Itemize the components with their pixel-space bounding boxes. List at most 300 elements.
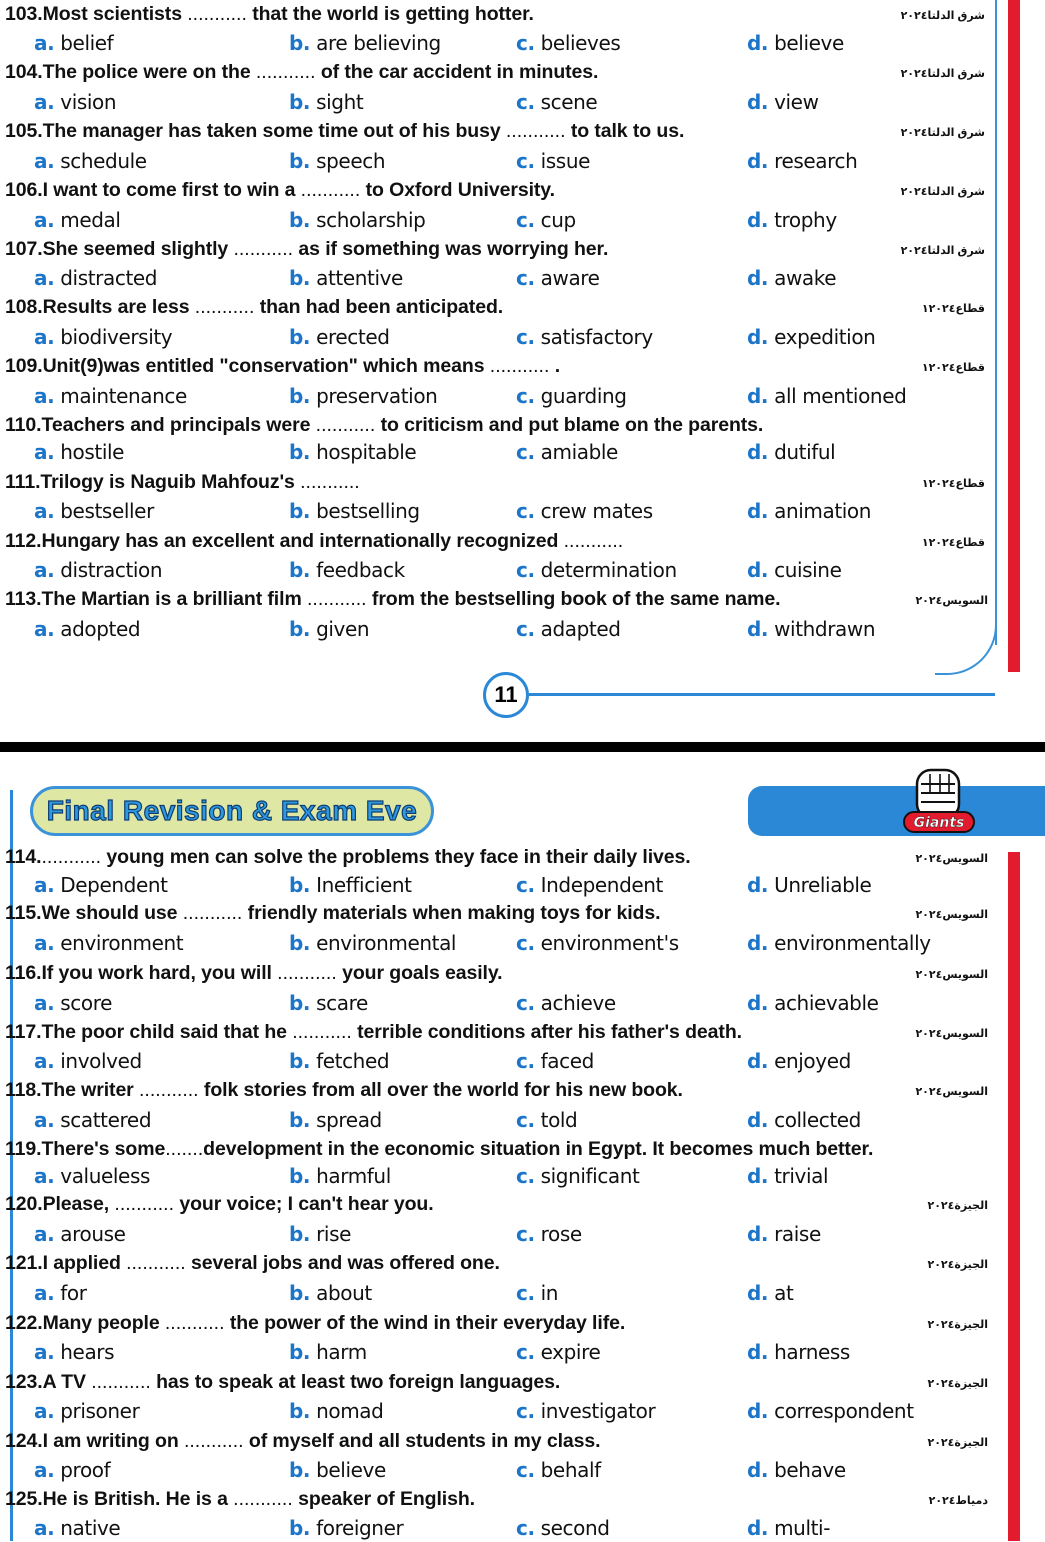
question-number: 120. (5, 1193, 43, 1215)
option-text: Independent (540, 873, 663, 897)
question-124 (5, 1430, 600, 1453)
question-text: The Martian is a brilliant film (41, 588, 307, 610)
question-text: Unit(9)was entitled "conservation" which means (42, 355, 490, 377)
options-row (0, 31, 1000, 57)
option-a[interactable] (34, 1340, 114, 1364)
option-text: cuisine (774, 558, 842, 582)
option-letter: a. (34, 266, 55, 290)
section-title: Final Revision & Exam Eve (46, 795, 418, 826)
options-row (0, 1281, 1000, 1307)
option-d[interactable] (747, 1108, 861, 1132)
answer-blank: ........... (233, 1488, 293, 1510)
option-letter: c. (516, 991, 535, 1015)
option-text: research (774, 149, 858, 173)
option-b[interactable] (289, 1164, 391, 1188)
source-tag: السويس٢٠٢٤ (915, 969, 988, 981)
option-b[interactable] (289, 1458, 386, 1482)
option-letter: d. (747, 617, 769, 641)
question-115 (5, 902, 660, 925)
option-letter: a. (34, 873, 55, 897)
option-text: maintenance (60, 384, 187, 408)
question-text-end: of myself and all students in my class. (243, 1430, 601, 1452)
option-text: environment's (540, 931, 679, 955)
red-edge-strip-bottom (1008, 852, 1020, 1541)
option-c[interactable] (516, 1281, 558, 1305)
option-d[interactable] (747, 499, 871, 523)
question-number: 124. (5, 1430, 43, 1452)
question-108 (5, 296, 503, 319)
option-d[interactable] (747, 617, 875, 641)
option-d[interactable] (747, 325, 875, 349)
option-a[interactable] (34, 617, 140, 641)
option-letter: c. (516, 499, 535, 523)
option-letter: c. (516, 617, 535, 641)
question-118 (5, 1079, 683, 1102)
source-tag: السويس٢٠٢٤ (915, 595, 988, 607)
option-text: view (774, 90, 819, 114)
option-letter: b. (289, 325, 311, 349)
question-number: 114. (5, 846, 42, 868)
page-number: 11 (483, 672, 529, 718)
option-text: attentive (316, 266, 403, 290)
option-a[interactable] (34, 384, 187, 408)
section-header-pill (30, 786, 434, 836)
option-d[interactable] (747, 1399, 914, 1423)
option-text: hostile (60, 440, 125, 464)
question-number: 107. (5, 238, 43, 260)
option-a[interactable] (34, 1164, 150, 1188)
options-row (0, 499, 1000, 525)
option-letter: b. (289, 90, 311, 114)
option-text: Dependent (60, 873, 168, 897)
option-letter: d. (747, 991, 769, 1015)
option-a[interactable] (34, 1108, 151, 1132)
option-c[interactable] (516, 266, 600, 290)
option-text: belief (60, 31, 114, 55)
question-number: 116. (5, 962, 42, 984)
question-number: 113. (5, 588, 42, 610)
option-text: distracted (60, 266, 158, 290)
question-text-end: as if something was worrying her. (293, 238, 609, 260)
option-letter: c. (516, 1340, 535, 1364)
question-number: 106. (5, 179, 43, 201)
question-text: Most scientists (42, 3, 188, 25)
question-104 (5, 61, 598, 84)
question-number: 123. (5, 1371, 43, 1393)
option-b[interactable] (289, 931, 456, 955)
option-text: rise (316, 1222, 351, 1246)
option-b[interactable] (289, 384, 437, 408)
option-letter: c. (516, 31, 535, 55)
options-row (0, 1458, 1000, 1484)
option-letter: a. (34, 384, 55, 408)
question-number: 104. (5, 61, 43, 83)
question-text: A TV (42, 1371, 92, 1393)
option-text: nomad (316, 1399, 384, 1423)
option-text: scholarship (316, 208, 426, 232)
option-d[interactable] (747, 1222, 821, 1246)
option-d[interactable] (747, 440, 835, 464)
option-letter: a. (34, 1516, 55, 1540)
option-b[interactable] (289, 1108, 382, 1132)
question-text-end: to criticism and put blame on the parents. (375, 414, 764, 436)
option-b[interactable] (289, 1222, 351, 1246)
option-letter: a. (34, 1281, 55, 1305)
option-b[interactable] (289, 266, 403, 290)
option-letter: b. (289, 384, 311, 408)
option-text: determination (540, 558, 677, 582)
option-text: cup (540, 208, 576, 232)
options-row (0, 384, 1000, 410)
option-letter: b. (289, 440, 311, 464)
option-letter: c. (516, 384, 535, 408)
option-c[interactable] (516, 991, 616, 1015)
option-c[interactable] (516, 1049, 594, 1073)
option-b[interactable] (289, 558, 405, 582)
option-a[interactable] (34, 266, 157, 290)
option-text: score (60, 991, 113, 1015)
option-text: sight (316, 90, 364, 114)
option-text: second (540, 1516, 610, 1540)
option-text: correspondent (774, 1399, 914, 1423)
option-b[interactable] (289, 991, 368, 1015)
source-tag: الجيزة٢٠٢٤ (927, 1319, 988, 1331)
option-c[interactable] (516, 440, 618, 464)
answer-blank: ........... (300, 471, 360, 493)
option-letter: b. (289, 558, 311, 582)
option-text: Unreliable (774, 873, 872, 897)
option-letter: d. (747, 1049, 769, 1073)
option-text: scare (316, 991, 368, 1015)
option-b[interactable] (289, 873, 412, 897)
option-text: hears (60, 1340, 115, 1364)
option-a[interactable] (34, 499, 154, 523)
option-d[interactable] (747, 384, 906, 408)
question-text: The writer (41, 1079, 139, 1101)
option-c[interactable] (516, 1164, 640, 1188)
option-letter: d. (747, 31, 769, 55)
question-number: 118. (5, 1079, 42, 1101)
answer-blank: ........... (164, 1312, 225, 1334)
option-text: told (540, 1108, 578, 1132)
question-number: 112. (5, 530, 42, 552)
option-text: expire (540, 1340, 601, 1364)
source-tag: قطاع١٢٠٢٤ (921, 362, 985, 374)
question-text-end: than had been anticipated. (254, 296, 504, 318)
question-text: Results are less (42, 296, 195, 318)
option-a[interactable] (34, 440, 124, 464)
question-120 (5, 1193, 434, 1216)
question-number: 110. (5, 414, 42, 436)
option-letter: b. (289, 1340, 311, 1364)
option-b[interactable] (289, 1399, 383, 1423)
question-103 (5, 3, 534, 26)
question-106 (5, 179, 555, 202)
option-text: foreigner (316, 1516, 404, 1540)
question-text: Trilogy is Naguib Mahfouz's (40, 471, 301, 493)
option-letter: b. (289, 1049, 311, 1073)
option-c[interactable] (516, 1340, 600, 1364)
option-c[interactable] (516, 31, 620, 55)
option-letter: b. (289, 1108, 311, 1132)
option-text: at (774, 1281, 794, 1305)
question-text: We should use (41, 902, 183, 924)
option-c[interactable] (516, 90, 597, 114)
option-a[interactable] (34, 1516, 120, 1540)
question-number: 115. (5, 902, 42, 924)
option-text: significant (540, 1164, 640, 1188)
option-a[interactable] (34, 208, 121, 232)
options-row (0, 558, 1000, 584)
option-c[interactable] (516, 325, 653, 349)
option-a[interactable] (34, 1458, 110, 1482)
option-c[interactable] (516, 149, 590, 173)
option-a[interactable] (34, 149, 147, 173)
question-text: The poor child said that he (41, 1021, 293, 1043)
option-d[interactable] (747, 1516, 830, 1540)
option-d[interactable] (747, 31, 844, 55)
option-letter: b. (289, 873, 311, 897)
question-text-end: young men can solve the problems they face in their daily lives. (101, 846, 691, 868)
answer-blank: ........... (300, 179, 361, 201)
option-letter: d. (747, 558, 769, 582)
option-text: erected (316, 325, 390, 349)
option-text: native (60, 1516, 121, 1540)
option-text: achieve (540, 991, 616, 1015)
answer-blank: ....... (165, 1138, 204, 1160)
option-a[interactable] (34, 325, 172, 349)
option-a[interactable] (34, 1049, 142, 1073)
option-d[interactable] (747, 208, 837, 232)
question-text-end: to Oxford University. (360, 179, 555, 201)
option-letter: c. (516, 1222, 535, 1246)
option-d[interactable] (747, 558, 841, 582)
option-c[interactable] (516, 208, 576, 232)
option-d[interactable] (747, 1340, 850, 1364)
option-b[interactable] (289, 499, 420, 523)
option-text: investigator (540, 1399, 656, 1423)
option-letter: a. (34, 1222, 55, 1246)
option-d[interactable] (747, 873, 871, 897)
option-b[interactable] (289, 1516, 403, 1540)
option-text: withdrawn (774, 617, 876, 641)
option-text: scattered (60, 1108, 152, 1132)
source-tag: السويس٢٠٢٤ (915, 853, 988, 865)
answer-blank: ........... (114, 1193, 175, 1215)
option-letter: c. (516, 208, 535, 232)
option-d[interactable] (747, 149, 857, 173)
option-text: environmentally (774, 931, 931, 955)
option-text: believes (540, 31, 621, 55)
option-c[interactable] (516, 1516, 610, 1540)
option-b[interactable] (289, 208, 425, 232)
option-letter: d. (747, 1222, 769, 1246)
options-row (0, 991, 1000, 1017)
options-row (0, 266, 1000, 292)
option-text: guarding (540, 384, 627, 408)
source-tag: الجيزة٢٠٢٤ (927, 1200, 988, 1212)
option-d[interactable] (747, 266, 836, 290)
option-letter: c. (516, 873, 535, 897)
option-a[interactable] (34, 1281, 87, 1305)
option-text: believe (774, 31, 844, 55)
option-d[interactable] (747, 90, 819, 114)
option-c[interactable] (516, 1458, 601, 1482)
answer-blank: ........... (292, 1021, 352, 1043)
option-letter: b. (289, 617, 311, 641)
option-letter: c. (516, 1458, 535, 1482)
option-c[interactable] (516, 558, 677, 582)
option-text: are believing (316, 31, 441, 55)
option-c[interactable] (516, 499, 653, 523)
option-letter: c. (516, 325, 535, 349)
option-letter: c. (516, 90, 535, 114)
option-text: satisfactory (540, 325, 653, 349)
option-text: multi- (774, 1516, 831, 1540)
question-text: I want to come first to win a (42, 179, 301, 201)
option-a[interactable] (34, 991, 112, 1015)
option-b[interactable] (289, 1281, 372, 1305)
option-text: schedule (60, 149, 147, 173)
option-text: harmful (316, 1164, 391, 1188)
option-b[interactable] (289, 325, 390, 349)
question-122 (5, 1312, 625, 1335)
option-c[interactable] (516, 384, 627, 408)
option-c[interactable] (516, 1108, 577, 1132)
option-b[interactable] (289, 1049, 389, 1073)
option-letter: a. (34, 931, 55, 955)
source-tag: قطاع١٢٠٢٤ (921, 478, 985, 490)
option-d[interactable] (747, 931, 931, 955)
option-d[interactable] (747, 1049, 851, 1073)
option-text: enjoyed (774, 1049, 851, 1073)
option-a[interactable] (34, 558, 162, 582)
option-b[interactable] (289, 440, 416, 464)
option-text: amiable (540, 440, 618, 464)
option-letter: c. (516, 558, 535, 582)
option-text: all mentioned (774, 384, 907, 408)
option-text: speech (316, 149, 386, 173)
option-letter: b. (289, 208, 311, 232)
option-text: arouse (60, 1222, 126, 1246)
option-letter: c. (516, 1164, 535, 1188)
option-text: bestseller (60, 499, 154, 523)
option-d[interactable] (747, 1281, 793, 1305)
option-c[interactable] (516, 1399, 655, 1423)
question-number: 121. (5, 1252, 43, 1274)
option-text: environment (60, 931, 184, 955)
option-letter: a. (34, 90, 55, 114)
question-text-end: from the bestselling book of the same name. (366, 588, 781, 610)
option-letter: a. (34, 1049, 55, 1073)
option-letter: d. (747, 1340, 769, 1364)
option-c[interactable] (516, 1222, 582, 1246)
source-tag: شرق الدلتا٢٠٢٤ (900, 186, 985, 198)
option-letter: a. (34, 1164, 55, 1188)
option-letter: a. (34, 1458, 55, 1482)
option-d[interactable] (747, 1164, 828, 1188)
options-row (0, 873, 1000, 899)
answer-blank: ........... (277, 962, 337, 984)
option-text: scene (540, 90, 598, 114)
option-text: environmental (316, 931, 457, 955)
option-b[interactable] (289, 617, 369, 641)
options-row (0, 90, 1000, 116)
source-tag: قطاع١٢٠٢٤ (921, 303, 985, 315)
source-tag: دمياط٢٠٢٤ (928, 1495, 988, 1507)
question-number: 109. (5, 355, 43, 377)
option-text: issue (540, 149, 591, 173)
option-letter: b. (289, 1516, 311, 1540)
source-tag: شرق الدلتا٢٠٢٤ (900, 68, 985, 80)
option-letter: d. (747, 1399, 769, 1423)
option-d[interactable] (747, 991, 879, 1015)
option-letter: c. (516, 1049, 535, 1073)
options-row (0, 931, 1000, 957)
question-number: 103. (5, 3, 43, 25)
option-b[interactable] (289, 1340, 367, 1364)
option-a[interactable] (34, 873, 168, 897)
answer-blank: ........... (233, 238, 294, 260)
option-b[interactable] (289, 90, 363, 114)
option-c[interactable] (516, 931, 679, 955)
answer-blank: ........... (187, 3, 247, 25)
option-letter: d. (747, 1281, 769, 1305)
option-text: Inefficient (316, 873, 412, 897)
option-b[interactable] (289, 149, 385, 173)
option-text: for (60, 1281, 87, 1305)
source-tag: قطاع١٢٠٢٤ (921, 537, 985, 549)
option-a[interactable] (34, 1222, 126, 1246)
option-letter: d. (747, 1516, 769, 1540)
question-text: I applied (42, 1252, 127, 1274)
option-text: behave (774, 1458, 846, 1482)
option-c[interactable] (516, 617, 621, 641)
red-edge-strip-top (1008, 0, 1020, 672)
option-letter: d. (747, 208, 769, 232)
question-text: The manager has taken some time out of his busy (42, 120, 506, 142)
source-tag: شرق الدلتا٢٠٢٤ (900, 245, 985, 257)
question-number: 122. (5, 1312, 43, 1334)
option-text: dutiful (774, 440, 836, 464)
option-text: fetched (316, 1049, 390, 1073)
answer-blank: ........... (194, 296, 255, 318)
source-tag: الجيزة٢٠٢٤ (927, 1437, 988, 1449)
option-letter: c. (516, 1399, 535, 1423)
question-121 (5, 1252, 500, 1275)
option-a[interactable] (34, 931, 183, 955)
option-text: hospitable (316, 440, 417, 464)
answer-blank: ........... (126, 1252, 186, 1274)
option-d[interactable] (747, 1458, 846, 1482)
option-letter: c. (516, 266, 535, 290)
option-a[interactable] (34, 1399, 139, 1423)
question-111 (5, 471, 360, 494)
answer-blank: ........... (91, 1371, 151, 1393)
option-c[interactable] (516, 873, 663, 897)
question-107 (5, 238, 608, 261)
option-text: harm (316, 1340, 367, 1364)
answer-blank: ........... (489, 355, 550, 377)
option-a[interactable] (34, 31, 113, 55)
option-a[interactable] (34, 90, 116, 114)
question-number: 108. (5, 296, 43, 318)
options-row (0, 1108, 1000, 1134)
question-text-end: several jobs and was offered one. (185, 1252, 500, 1274)
option-b[interactable] (289, 31, 441, 55)
options-row (0, 208, 1000, 234)
question-text: Hungary has an excellent and internationally recognized (41, 530, 564, 552)
